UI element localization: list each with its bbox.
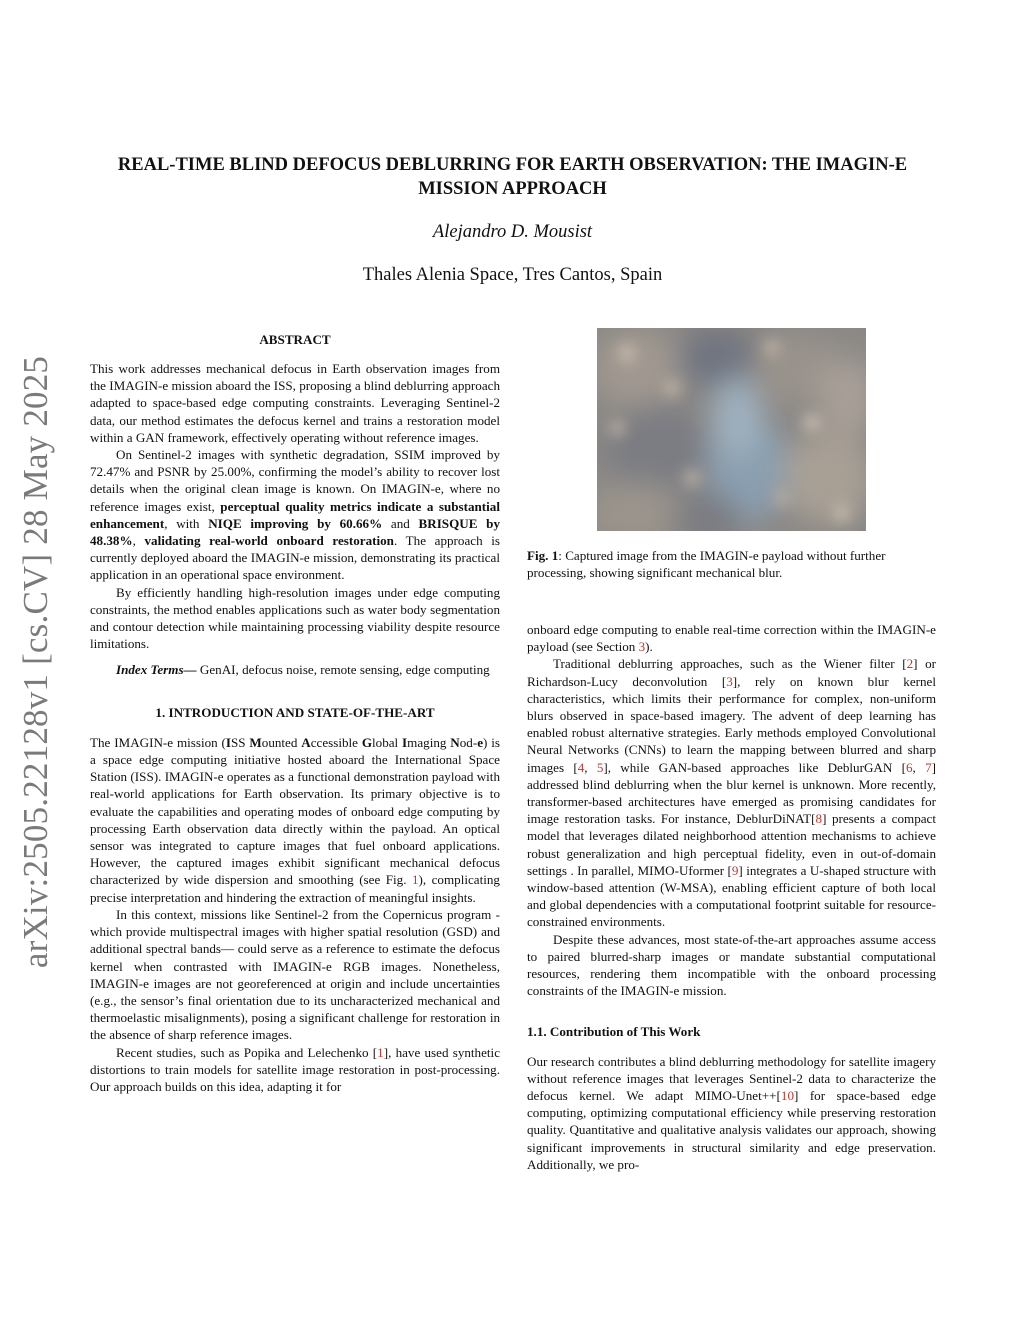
figure-caption-text: : Captured image from the IMAGIN-e payload without further processing, showing significant mechanical blur. bbox=[527, 548, 886, 581]
citation-link[interactable]: 6 bbox=[905, 759, 913, 775]
arxiv-identifier bbox=[6, 355, 66, 969]
intro-paragraph: The IMAGIN-e mission (ISS Mounted Accessible Global Imaging Nod-e) is a space edge computing initiative hosted aboard the International Space Station (ISS). IMAGIN-e operates as a functional demonstration payload with real-world applications for Earth observation. Its primary objective is to evaluate the capabilities and operating modes of onboard edge computing by processing Earth observation data directly within the payload. An optical sensor was integrated to capture images that fuel onboard applications. However, the captured images exhibit significant mechanical defocus characterized by wide dispersion and smoothing (see Fig. 1), complicating precise interpretation and hindering the extraction of meaningful insights. bbox=[90, 734, 500, 905]
section-heading: 1. INTRODUCTION AND STATE-OF-THE-ART bbox=[155, 704, 435, 720]
blurred-image-graphic bbox=[597, 328, 866, 531]
citation-link[interactable]: 4 bbox=[577, 759, 585, 775]
citation-link[interactable]: 1 bbox=[377, 1044, 384, 1060]
figure-blurred-image bbox=[597, 328, 866, 531]
citation-link[interactable]: 10 bbox=[780, 1088, 794, 1104]
right-column bbox=[527, 621, 936, 1173]
left-column bbox=[90, 360, 500, 1095]
figure-link[interactable]: 1 bbox=[411, 872, 419, 888]
subsection-heading: 1.1. Contribution of This Work bbox=[527, 1024, 701, 1040]
citation-link[interactable]: 5 bbox=[596, 759, 604, 775]
abstract-paragraph: This work addresses mechanical defocus in Earth observation images from the IMAGIN-e mission aboard the ISS, proposing a blind deblurring approach adapted to space-based edge computing constraints. Leveraging Sentinel-2 data, our method estimates the defocus kernel and trains a restoration model within a GAN framework, effectively operating without reference images. bbox=[90, 361, 500, 445]
arxiv-id-text: arXiv:2505.22128v1 [cs.CV] 28 May 2025 bbox=[16, 355, 55, 969]
section-link[interactable]: 3 bbox=[638, 639, 646, 655]
intro-paragraph: In this context, missions like Sentinel-2 from the Copernicus program -which provide multispectral images with higher spatial resolution (GSD) and additional spectral bands— could serve as a reference to estimate the defocus kernel when contrasted with IMAGIN-e RGB images. Nonetheless, IMAGIN-e images are not georeferenced at origin and include uncertainties (e.g., the sensor’s final orientation due to its uncharacterized mechanical and thermoelastic misalignments), posing a significant challenge for restoration in the absence of sharp reference images. bbox=[90, 906, 500, 1043]
index-terms: Index Terms— GenAI, defocus noise, remote sensing, edge computing bbox=[116, 662, 490, 678]
paper-title: REAL-TIME BLIND DEFOCUS DEBLURRING FOR EARTH OBSERVATION: THE IMAGIN-E MISSION APPROACH bbox=[117, 155, 908, 199]
abstract-paragraph: On Sentinel-2 images with synthetic degradation, SSIM improved by 72.47% and PSNR by 25.00%, confirming the model’s ability to recover lost details when the original clean image is known. On IMAGIN-e, where no reference images exist, perceptual quality metrics indicate a substantial enhancement, with NIQE improving by 60.66% and BRISQUE by 48.38%, validating real-world onboard restoration. The approach is currently deployed aboard the IMAGIN-e mission, demonstrating its practical application in an operational space environment. bbox=[90, 447, 501, 583]
body-paragraph: Our research contributes a blind deblurring methodology for satellite imagery without reference images that leverages Sentinel-2 data to characterize the defocus kernel. We adapt MIMO-Unet++[10] for space-based edge computing, optimizing computational efficiency while preserving restoration quality. Quantitative and qualitative analysis validates our approach, showing significant improvements in structural similarity and edge preservation. Additionally, we pro- bbox=[527, 1053, 936, 1172]
citation-link[interactable]: 3 bbox=[726, 673, 733, 689]
body-paragraph: onboard edge computing to enable real-time correction within the IMAGIN-e payload (see Section 3). bbox=[527, 622, 936, 655]
citation-link[interactable]: 7 bbox=[925, 759, 932, 775]
figure-caption bbox=[527, 547, 936, 581]
body-paragraph: Traditional deblurring approaches, such as the Wiener filter [2] or Richardson-Lucy deconvolution [3], rely on known blur kernel characteristics, which limits their performance for complex, non-uniform blurs observed in space-based imagery. The advent of deep learning has enabled robust alternative strategies. Early methods employed Convolutional Neural Networks (CNNs) to learn the mapping between blurred and sharp images [4, 5], while GAN-based approaches like DeblurGAN [6, 7] addressed blind deblurring when the blur kernel is unknown. More recently, transformer-based architectures have emerged as promising candidates for image restoration tasks. For instance, DeblurDiNAT[8] presents a compact model that leverages dilated neighborhood attention mechanisms to achieve robust generalization and high perceptual fidelity, even in out-of-domain settings . In parallel, MIMO-Uformer [9] integrates a U-shaped structure with window-based attention (W-MSA), enabling efficient capture of both local and global dependencies with a computational footprint suitable for resource-constrained environments. bbox=[527, 656, 936, 930]
citation-link[interactable]: 2 bbox=[906, 656, 914, 672]
author-name: Alejandro D. Mousist bbox=[432, 222, 593, 242]
author-affiliation: Thales Alenia Space, Tres Cantos, Spain bbox=[362, 265, 663, 285]
abstract-paragraph: By efficiently handling high-resolution images under edge computing constraints, the method enables applications such as water body segmentation and contour detection while maintaining processing viability despite resource limitations. bbox=[90, 584, 500, 652]
abstract-heading: ABSTRACT bbox=[259, 332, 331, 347]
body-paragraph: Despite these advances, most state-of-the-art approaches assume access to paired blurred-sharp images or mandate substantial computational resources, rendering them incompatible with the onboard processing constraints of the IMAGIN-e mission. bbox=[527, 931, 936, 999]
citation-link[interactable]: 8 bbox=[815, 811, 823, 827]
citation-link[interactable]: 9 bbox=[731, 862, 739, 878]
intro-paragraph: Recent studies, such as Popika and Lelechenko [1], have used synthetic distortions to train models for satellite image restoration in post-processing. Our approach builds on this idea, adapting it for bbox=[90, 1044, 501, 1094]
figure-label: Fig. 1 bbox=[527, 548, 559, 563]
